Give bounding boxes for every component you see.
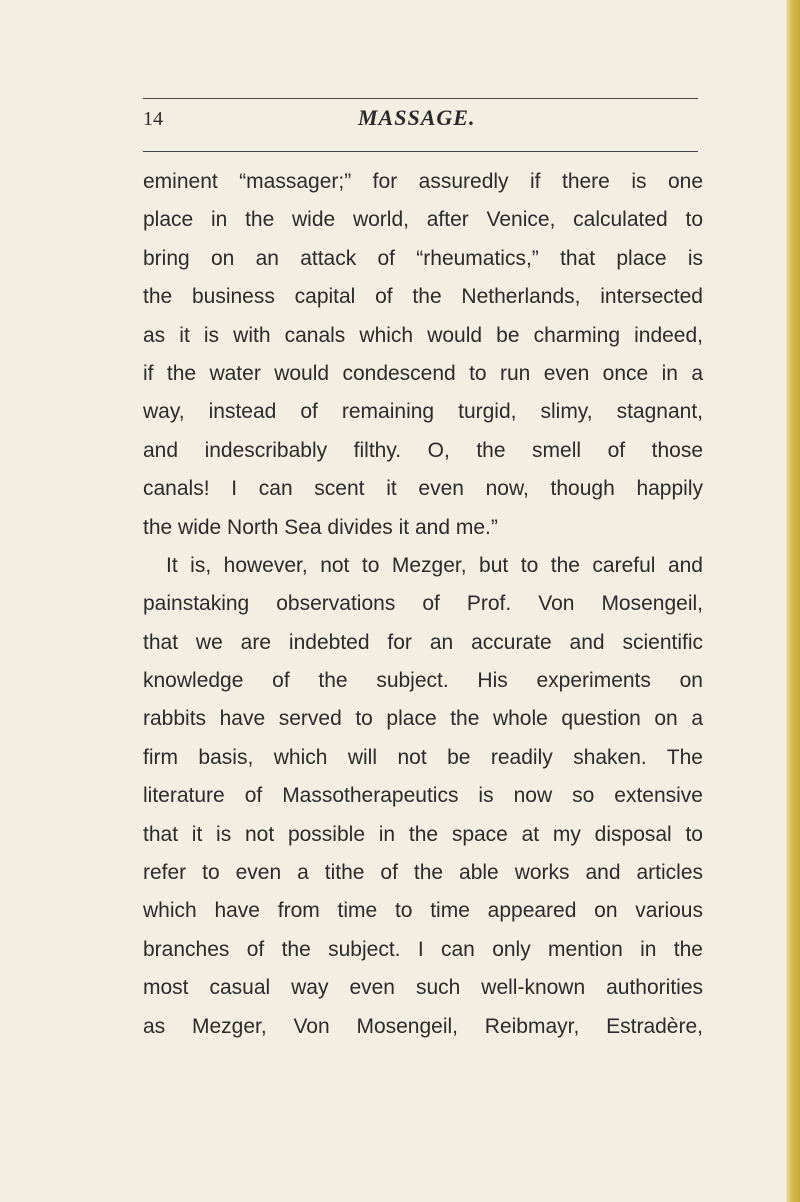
text-line: rabbits have served to place the whole question on a bbox=[143, 707, 703, 731]
text-line: way, instead of remaining turgid, slimy, stagnant, bbox=[143, 400, 703, 424]
text-line: the business capital of the Netherlands, intersected bbox=[143, 285, 703, 309]
body-text bbox=[143, 163, 703, 1046]
header-bottom-rule bbox=[143, 151, 698, 152]
text-line: that we are indebted for an accurate and scientific bbox=[143, 630, 703, 654]
text-line: that it is not possible in the space at my disposal to bbox=[143, 822, 703, 846]
running-title: MASSAGE. bbox=[358, 105, 476, 130]
text-line: branches of the subject. I can only mention in the bbox=[143, 937, 703, 961]
text-line: literature of Massotherapeutics is now so extensive bbox=[143, 784, 703, 808]
text-line: as Mezger, Von Mosengeil, Reibmayr, Estradère, bbox=[143, 1014, 703, 1038]
text-line: eminent “massager;” for assuredly if there is one bbox=[143, 170, 703, 193]
text-line: the wide North Sea divides it and me.” bbox=[143, 515, 498, 539]
text-line: as it is with canals which would be charming indeed, bbox=[143, 323, 703, 347]
text-line: and indescribably filthy. O, the smell of those bbox=[143, 438, 703, 462]
page-gilt-edge bbox=[786, 0, 800, 1202]
text-line: bring on an attack of “rheumatics,” that place is bbox=[143, 246, 703, 270]
text-line: refer to even a tithe of the able works and articles bbox=[143, 861, 703, 885]
text-line: canals! I can scent it even now, though happily bbox=[143, 477, 703, 501]
text-line: place in the wide world, after Venice, calculated to bbox=[143, 208, 703, 232]
page-number: 14 bbox=[143, 108, 163, 130]
text-line: which have from time to time appeared on various bbox=[143, 899, 703, 923]
text-line: most casual way even such well-known authorities bbox=[143, 976, 703, 1000]
text-line: painstaking observations of Prof. Von Mosengeil, bbox=[143, 592, 703, 616]
text-line: firm basis, which will not be readily shaken. The bbox=[143, 745, 703, 769]
text-line: if the water would condescend to run even once in a bbox=[143, 361, 703, 385]
text-line: knowledge of the subject. His experiments on bbox=[143, 669, 703, 693]
paragraph-start-line: It is, however, not to Mezger, but to the careful and bbox=[166, 553, 703, 577]
header-top-rule bbox=[143, 98, 698, 99]
running-head bbox=[143, 105, 698, 135]
